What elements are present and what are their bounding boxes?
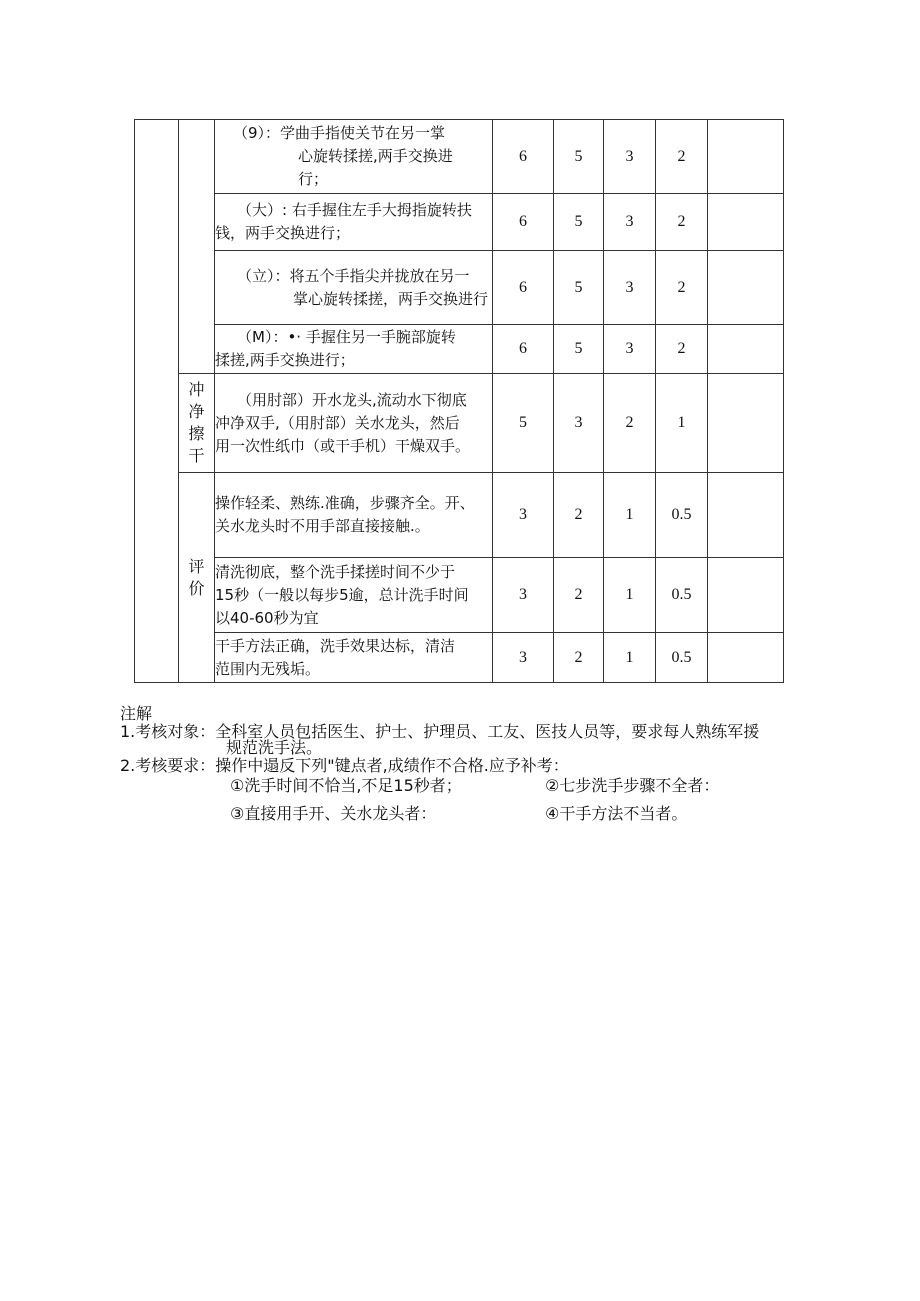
score-cell: 2 [656,325,708,374]
score-cell: 1 [604,558,656,633]
score-cell: 3 [604,194,656,251]
score-cell [708,374,784,473]
item-description: （M）：•· 手握住另一手腕部旋转 揉搓,两手交换进行； [215,325,493,374]
item-description: （立）：将五个手指尖并拢放在另一 掌心旋转揉搓，两手交换进行 [215,251,493,325]
score-cell: 3 [604,251,656,325]
item-description: （用肘部）开水龙头,流动水下彻底 冲净双手,（用肘部）关水龙头，然后 用一次性纸巾（或干手机）干燥双手。 [215,374,493,473]
score-cell: 0.5 [656,473,708,558]
score-cell [708,558,784,633]
scoring-table [134,119,784,683]
score-cell: 0.5 [656,558,708,633]
item-description: 操作轻柔、熟练.准确，步骤齐全。开、 关水龙头时不用手部直接接触.。 [215,473,493,558]
score-cell: 5 [493,374,554,473]
note-requirement-1-continued: 规范洗手法。 [226,738,323,757]
score-cell [708,120,784,194]
score-cell: 3 [493,633,554,683]
item-description: （9）：学曲手指使关节在另一掌 心旋转揉搓,两手交换进 行； [215,120,493,194]
score-cell: 2 [656,251,708,325]
score-cell: 3 [604,120,656,194]
item-description: （大）: 右手握住左手大拇指旋转扶 钱，两手交换进行； [215,194,493,251]
score-cell: 6 [493,120,554,194]
score-cell [708,473,784,558]
score-cell [708,633,784,683]
score-cell: 5 [554,120,604,194]
item-description: 干手方法正确，洗手效果达标，清洁 范围内无残垢。 [215,633,493,683]
note-requirement-2: 2.考核要求：操作中遢反下列"键点者,成绩作不合格.应予补考： [120,756,569,775]
notes-heading: 注解 [120,704,153,723]
score-cell: 1 [604,473,656,558]
empty-first-column [135,120,179,683]
score-cell: 6 [493,251,554,325]
score-cell [708,251,784,325]
table-row [135,633,784,683]
score-cell: 3 [554,374,604,473]
score-cell: 1 [604,633,656,683]
score-cell: 1 [656,374,708,473]
score-cell: 2 [554,633,604,683]
fail-condition-3: ③直接用手开、关水龙头者： [230,804,437,823]
category-rinse-dry: 冲净擦干 [179,374,215,473]
note-requirement-1: 1.考核对象：全科室人员包括医生、护士、护理员、工友、医技人员等，要求每人熟练军援 [120,722,760,741]
score-cell: 3 [493,473,554,558]
score-cell: 5 [554,325,604,374]
fail-condition-1: ①洗手时间不恰当,不足15秒者； [230,776,462,795]
empty-category-cell [179,120,215,374]
score-cell: 2 [604,374,656,473]
fail-condition-4: ④干手方法不当者。 [545,804,688,823]
table-row [135,558,784,633]
score-cell: 3 [604,325,656,374]
score-cell: 3 [493,558,554,633]
table-row [135,325,784,374]
item-description: 清洗彻底，整个洗手揉搓时间不少于 15秒（一般以每步5逾，总计洗手时间 以40-60秒为宜 [215,558,493,633]
score-cell [708,194,784,251]
fail-condition-2: ②七步洗手步骤不全者： [545,776,720,795]
score-cell: 2 [656,120,708,194]
score-cell: 2 [656,194,708,251]
table-row [135,251,784,325]
score-cell: 5 [554,251,604,325]
table-row [135,374,784,473]
table-row [135,120,784,194]
score-cell: 5 [554,194,604,251]
score-cell: 2 [554,558,604,633]
score-cell: 6 [493,194,554,251]
table-row [135,194,784,251]
category-evaluation: 评价 [179,473,215,683]
score-cell [708,325,784,374]
score-cell: 2 [554,473,604,558]
score-cell: 0.5 [656,633,708,683]
table-row [135,473,784,558]
score-cell: 6 [493,325,554,374]
